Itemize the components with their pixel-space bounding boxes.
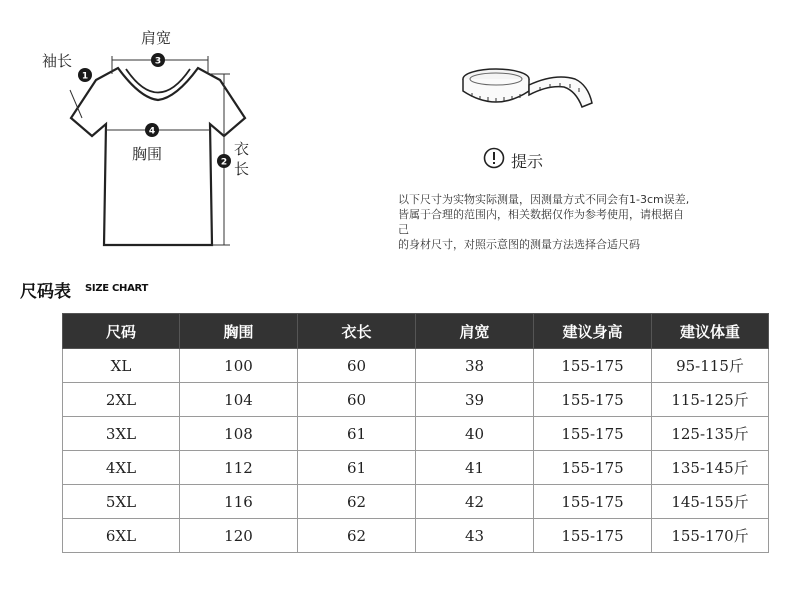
cell-height: 155-175 [534, 519, 652, 553]
chest-label: 胸围 [132, 145, 163, 163]
header-height: 建议身高 [534, 314, 652, 349]
header-length: 衣长 [298, 314, 416, 349]
tip-title: 提示 [511, 152, 544, 171]
cell-shoulder: 42 [416, 485, 534, 519]
cell-weight: 125-135斤 [652, 417, 769, 451]
table-header-row [63, 314, 769, 349]
cell-weight: 95-115斤 [652, 349, 769, 383]
cell-height: 155-175 [534, 417, 652, 451]
size-chart-table [62, 313, 769, 553]
marker-1 [78, 68, 92, 82]
cell-size: 3XL [63, 417, 180, 451]
cell-size: 5XL [63, 485, 180, 519]
cell-size: 6XL [63, 519, 180, 553]
cell-weight: 135-145斤 [652, 451, 769, 485]
cell-length: 60 [298, 383, 416, 417]
cell-length: 60 [298, 349, 416, 383]
cell-chest: 112 [180, 451, 298, 485]
cell-chest: 108 [180, 417, 298, 451]
exclamation-circle-icon [483, 147, 505, 169]
cell-length: 62 [298, 485, 416, 519]
cell-length: 62 [298, 519, 416, 553]
tip-line: 皆属于合理的范围内，相关数据仅作为参考使用，请根据自 [398, 208, 684, 221]
header-weight: 建议体重 [652, 314, 769, 349]
header-shoulder: 肩宽 [416, 314, 534, 349]
cell-shoulder: 40 [416, 417, 534, 451]
svg-text:1: 1 [81, 71, 89, 82]
cell-size: 4XL [63, 451, 180, 485]
cell-length: 61 [298, 451, 416, 485]
cell-shoulder: 43 [416, 519, 534, 553]
marker-4 [145, 123, 159, 137]
table-row [63, 519, 769, 553]
length-label-bottom: 长 [234, 160, 250, 178]
cell-height: 155-175 [534, 451, 652, 485]
length-label-top: 衣 [234, 140, 250, 158]
cell-chest: 100 [180, 349, 298, 383]
cell-shoulder: 39 [416, 383, 534, 417]
cell-size: XL [63, 349, 180, 383]
tip-line: 己 [398, 223, 409, 236]
cell-length: 61 [298, 417, 416, 451]
size-chart-title: 尺码表 [20, 282, 71, 302]
tip-text [398, 192, 728, 252]
cell-weight: 155-170斤 [652, 519, 769, 553]
cell-chest: 116 [180, 485, 298, 519]
cell-weight: 115-125斤 [652, 383, 769, 417]
cell-shoulder: 38 [416, 349, 534, 383]
svg-text:3: 3 [154, 56, 162, 67]
table-row [63, 451, 769, 485]
cell-chest: 120 [180, 519, 298, 553]
table-row [63, 349, 769, 383]
table-row [63, 383, 769, 417]
marker-2 [217, 154, 231, 168]
marker-3 [151, 53, 165, 67]
header-size: 尺码 [63, 314, 180, 349]
cell-shoulder: 41 [416, 451, 534, 485]
cell-height: 155-175 [534, 485, 652, 519]
svg-text:2: 2 [220, 157, 228, 168]
svg-text:4: 4 [148, 126, 156, 137]
cell-height: 155-175 [534, 349, 652, 383]
cell-height: 155-175 [534, 383, 652, 417]
sleeve-label: 袖长 [42, 52, 73, 70]
table-row [63, 417, 769, 451]
table-row [63, 485, 769, 519]
tip-line: 以下尺寸为实物实际测量，因测量方式不同会有1-3cm误差, [398, 193, 690, 206]
tip-line: 的身材尺寸，对照示意图的测量方法选择合适尺码 [398, 238, 640, 251]
cell-chest: 104 [180, 383, 298, 417]
measuring-tape-icon [460, 55, 605, 115]
size-chart-subtitle: SIZE CHART [85, 283, 149, 294]
shoulder-label: 肩宽 [141, 29, 172, 47]
header-chest: 胸围 [180, 314, 298, 349]
cell-weight: 145-155斤 [652, 485, 769, 519]
cell-size: 2XL [63, 383, 180, 417]
